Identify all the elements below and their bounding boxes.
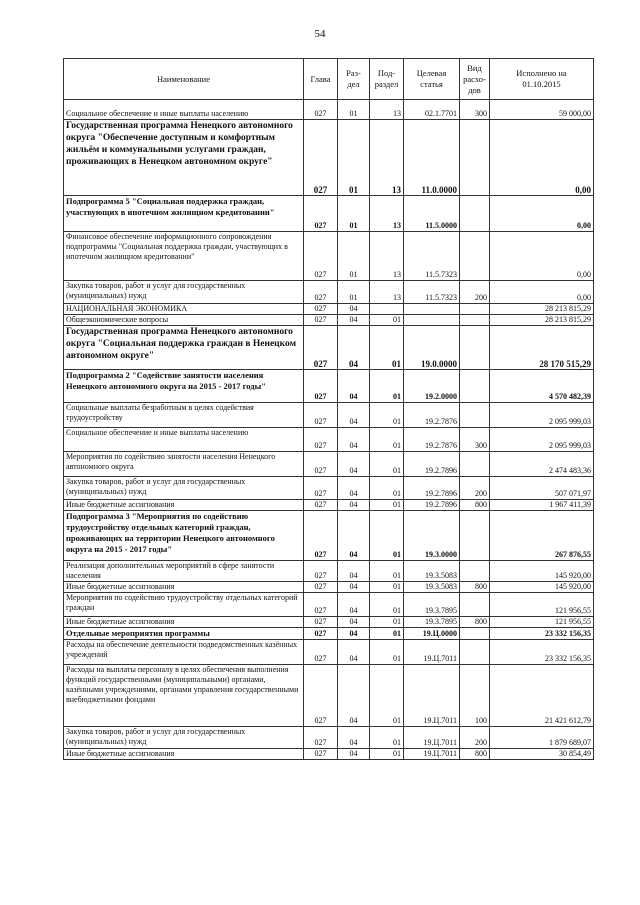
row-glava: 027 xyxy=(304,428,338,452)
row-amount: 1 967 411,39 xyxy=(490,500,594,511)
row-name: Иные бюджетные ассигнования xyxy=(64,617,304,628)
row-name: Иные бюджетные ассигнования xyxy=(64,582,304,593)
row-glava: 027 xyxy=(304,477,338,500)
row-podrazdel: 01 xyxy=(370,749,404,760)
row-razdel: 01 xyxy=(338,120,370,196)
row-amount: 0,00 xyxy=(490,120,594,196)
row-amount: 21 421 612,79 xyxy=(490,665,594,727)
row-glava: 027 xyxy=(304,727,338,749)
row-vid xyxy=(460,403,490,428)
header-ispolneno: Исполнено на 01.10.2015 xyxy=(490,59,594,100)
row-glava: 027 xyxy=(304,617,338,628)
row-glava: 027 xyxy=(304,500,338,511)
row-name: Закупка товаров, работ и услуг для государственных (муниципальных) нужд xyxy=(64,477,304,500)
header-statya: Целевая статья xyxy=(404,59,460,100)
row-razdel: 04 xyxy=(338,428,370,452)
row-amount: 145 920,00 xyxy=(490,561,594,582)
row-amount: 1 879 689,07 xyxy=(490,727,594,749)
row-amount: 4 570 482,39 xyxy=(490,370,594,403)
row-podrazdel: 01 xyxy=(370,593,404,617)
row-razdel: 04 xyxy=(338,593,370,617)
row-podrazdel: 01 xyxy=(370,665,404,727)
row-statya: 19.2.7896 xyxy=(404,452,460,477)
row-vid xyxy=(460,315,490,326)
row-vid: 300 xyxy=(460,428,490,452)
table-row xyxy=(64,593,594,617)
row-name: Социальные выплаты безработным в целях содействия трудоустройству xyxy=(64,403,304,428)
row-amount: 2 095 999,03 xyxy=(490,428,594,452)
row-name: Расходы на выплаты персоналу в целях обеспечения выполнения функций государственными (муниципальными) органами, казёнными учреждениями, органами управления государственными внебюджетными фондами xyxy=(64,665,304,727)
row-statya: 19.Ц.7011 xyxy=(404,640,460,665)
row-razdel: 04 xyxy=(338,477,370,500)
table-row xyxy=(64,120,594,196)
row-podrazdel: 01 xyxy=(370,511,404,561)
row-glava: 027 xyxy=(304,232,338,281)
row-name: Социальное обеспечение и иные выплаты населению xyxy=(64,428,304,452)
row-vid xyxy=(460,628,490,640)
row-name: Подпрограмма 3 "Мероприятия по содействию трудоустройству отдельных категорий граждан, проживающих на территории Ненецкого автономного округа на 2015 - 2017 годы" xyxy=(64,511,304,561)
row-razdel: 04 xyxy=(338,500,370,511)
row-statya: 19.Ц.7011 xyxy=(404,727,460,749)
table-row xyxy=(64,326,594,370)
header-glava: Глава xyxy=(304,59,338,100)
row-vid: 300 xyxy=(460,100,490,120)
row-podrazdel: 13 xyxy=(370,120,404,196)
row-name: Государственная программа Ненецкого автономного округа "Обеспечение доступным и комфортным жильём и коммунальными услугами граждан, проживающих в Ненецком автономном округе" xyxy=(64,120,304,196)
row-name: Реализация дополнительных мероприятий в сфере занятости населения xyxy=(64,561,304,582)
table-header-row xyxy=(64,59,594,100)
row-podrazdel: 01 xyxy=(370,315,404,326)
row-amount: 2 095 999,03 xyxy=(490,403,594,428)
row-statya: 19.2.7876 xyxy=(404,403,460,428)
row-statya: 19.3.7895 xyxy=(404,593,460,617)
row-razdel: 04 xyxy=(338,370,370,403)
row-glava: 027 xyxy=(304,561,338,582)
row-glava: 027 xyxy=(304,120,338,196)
row-amount: 121 956,55 xyxy=(490,593,594,617)
row-glava: 027 xyxy=(304,370,338,403)
row-vid xyxy=(460,561,490,582)
row-razdel: 01 xyxy=(338,196,370,232)
table-row xyxy=(64,727,594,749)
row-razdel: 01 xyxy=(338,232,370,281)
row-statya: 19.2.7896 xyxy=(404,477,460,500)
row-razdel: 04 xyxy=(338,582,370,593)
row-name: Закупка товаров, работ и услуг для государственных (муниципальных) нужд xyxy=(64,727,304,749)
row-podrazdel: 01 xyxy=(370,640,404,665)
row-razdel: 04 xyxy=(338,315,370,326)
row-statya: 19.2.0000 xyxy=(404,370,460,403)
row-vid: 200 xyxy=(460,727,490,749)
table-row xyxy=(64,665,594,727)
row-glava: 027 xyxy=(304,640,338,665)
row-name: Расходы на обеспечение деятельности подведомственных казённых учреждений xyxy=(64,640,304,665)
table-row xyxy=(64,477,594,500)
row-name: Общеэкономические вопросы xyxy=(64,315,304,326)
table-row xyxy=(64,100,594,120)
row-glava: 027 xyxy=(304,593,338,617)
table-row xyxy=(64,640,594,665)
row-vid xyxy=(460,232,490,281)
row-podrazdel: 13 xyxy=(370,281,404,304)
row-vid xyxy=(460,452,490,477)
row-name: НАЦИОНАЛЬНАЯ ЭКОНОМИКА xyxy=(64,304,304,315)
row-vid xyxy=(460,304,490,315)
table-row xyxy=(64,617,594,628)
row-name: Мероприятия по содействию трудоустройству отдельных категорий граждан xyxy=(64,593,304,617)
row-razdel: 04 xyxy=(338,749,370,760)
row-vid xyxy=(460,511,490,561)
row-razdel: 04 xyxy=(338,628,370,640)
row-podrazdel: 01 xyxy=(370,428,404,452)
row-amount: 59 000,00 xyxy=(490,100,594,120)
row-razdel: 04 xyxy=(338,511,370,561)
row-statya: 11.5.7323 xyxy=(404,281,460,304)
table-row xyxy=(64,315,594,326)
table-row xyxy=(64,582,594,593)
row-name: Социальное обеспечение и иные выплаты населению xyxy=(64,100,304,120)
row-name: Подпрограмма 2 "Содействие занятости населения Ненецкого автономного округа на 2015 - 2017 годы" xyxy=(64,370,304,403)
table-row xyxy=(64,304,594,315)
table-row xyxy=(64,232,594,281)
row-glava: 027 xyxy=(304,628,338,640)
page-number: 54 xyxy=(314,28,326,40)
table-row xyxy=(64,370,594,403)
row-podrazdel: 01 xyxy=(370,370,404,403)
table-row xyxy=(64,500,594,511)
row-razdel: 04 xyxy=(338,640,370,665)
row-name: Отдельные мероприятия программы xyxy=(64,628,304,640)
row-vid: 100 xyxy=(460,665,490,727)
row-vid xyxy=(460,120,490,196)
row-podrazdel: 01 xyxy=(370,617,404,628)
table-row xyxy=(64,749,594,760)
row-amount: 0,00 xyxy=(490,232,594,281)
row-name: Мероприятия по содействию занятости населения Ненецкого автономного округа xyxy=(64,452,304,477)
row-razdel: 04 xyxy=(338,561,370,582)
row-statya: 19.2.7896 xyxy=(404,500,460,511)
row-vid: 800 xyxy=(460,500,490,511)
row-razdel: 04 xyxy=(338,617,370,628)
row-vid: 800 xyxy=(460,617,490,628)
row-statya: 19.0.0000 xyxy=(404,326,460,370)
row-amount: 145 920,00 xyxy=(490,582,594,593)
row-amount: 30 854,49 xyxy=(490,749,594,760)
table-row xyxy=(64,196,594,232)
row-razdel: 04 xyxy=(338,403,370,428)
header-razdel: Раз- дел xyxy=(338,59,370,100)
row-podrazdel: 01 xyxy=(370,582,404,593)
row-amount: 28 213 815,29 xyxy=(490,315,594,326)
header-podrazdel: Под- раздел xyxy=(370,59,404,100)
row-vid: 800 xyxy=(460,749,490,760)
row-podrazdel: 01 xyxy=(370,477,404,500)
row-name: Закупка товаров, работ и услуг для государственных (муниципальных) нужд xyxy=(64,281,304,304)
table-row xyxy=(64,281,594,304)
row-vid xyxy=(460,196,490,232)
row-razdel: 04 xyxy=(338,326,370,370)
row-podrazdel: 01 xyxy=(370,403,404,428)
row-statya: 19.Ц.7011 xyxy=(404,665,460,727)
header-vid: Вид расхо- дов xyxy=(460,59,490,100)
row-name: Иные бюджетные ассигнования xyxy=(64,749,304,760)
row-podrazdel: 01 xyxy=(370,452,404,477)
row-amount: 0,00 xyxy=(490,196,594,232)
row-glava: 027 xyxy=(304,452,338,477)
row-statya: 19.Ц.7011 xyxy=(404,749,460,760)
table-row xyxy=(64,628,594,640)
row-statya xyxy=(404,315,460,326)
row-vid xyxy=(460,640,490,665)
row-statya: 19.3.0000 xyxy=(404,511,460,561)
row-amount: 28 170 515,29 xyxy=(490,326,594,370)
row-glava: 027 xyxy=(304,403,338,428)
row-statya: 19.3.7895 xyxy=(404,617,460,628)
row-statya: 19.2.7876 xyxy=(404,428,460,452)
row-razdel: 04 xyxy=(338,727,370,749)
row-podrazdel: 01 xyxy=(370,326,404,370)
row-glava: 027 xyxy=(304,749,338,760)
row-statya: 11.5.0000 xyxy=(404,196,460,232)
row-amount: 507 071,97 xyxy=(490,477,594,500)
row-glava: 027 xyxy=(304,315,338,326)
row-amount: 28 213 815,29 xyxy=(490,304,594,315)
row-amount: 2 474 483,36 xyxy=(490,452,594,477)
row-name: Иные бюджетные ассигнования xyxy=(64,500,304,511)
table-row xyxy=(64,428,594,452)
row-podrazdel: 01 xyxy=(370,727,404,749)
row-name: Финансовое обеспечение информационного сопровождения подпрограммы "Социальная поддержка граждан, участвующих в ипотечном жилищном кредитовании" xyxy=(64,232,304,281)
row-glava: 027 xyxy=(304,582,338,593)
row-statya: 19.3.5083 xyxy=(404,582,460,593)
row-amount: 0,00 xyxy=(490,281,594,304)
row-statya: 19.Ц.0000 xyxy=(404,628,460,640)
row-podrazdel: 13 xyxy=(370,232,404,281)
budget-table xyxy=(63,58,594,760)
row-statya: 19.3.5083 xyxy=(404,561,460,582)
row-glava: 027 xyxy=(304,304,338,315)
row-statya: 02.1.7701 xyxy=(404,100,460,120)
row-podrazdel: 01 xyxy=(370,500,404,511)
row-glava: 027 xyxy=(304,196,338,232)
row-razdel: 01 xyxy=(338,100,370,120)
row-razdel: 04 xyxy=(338,304,370,315)
row-amount: 23 332 156,35 xyxy=(490,628,594,640)
header-name: Наименование xyxy=(64,59,304,100)
row-name: Государственная программа Ненецкого автономного округа "Социальная поддержка граждан в Ненецком автономном округе" xyxy=(64,326,304,370)
row-amount: 23 332 156,35 xyxy=(490,640,594,665)
row-glava: 027 xyxy=(304,281,338,304)
row-vid xyxy=(460,326,490,370)
row-vid: 800 xyxy=(460,582,490,593)
table-row xyxy=(64,403,594,428)
table-row xyxy=(64,511,594,561)
table-row xyxy=(64,561,594,582)
row-glava: 027 xyxy=(304,326,338,370)
row-vid xyxy=(460,593,490,617)
row-glava: 027 xyxy=(304,511,338,561)
row-razdel: 04 xyxy=(338,452,370,477)
table-row xyxy=(64,452,594,477)
row-statya: 11.0.0000 xyxy=(404,120,460,196)
row-vid: 200 xyxy=(460,281,490,304)
row-name: Подпрограмма 5 "Социальная поддержка граждан, участвующих в ипотечном жилищном кредитовании" xyxy=(64,196,304,232)
row-amount: 267 876,55 xyxy=(490,511,594,561)
row-podrazdel: 13 xyxy=(370,100,404,120)
row-podrazdel: 13 xyxy=(370,196,404,232)
row-statya xyxy=(404,304,460,315)
row-podrazdel xyxy=(370,304,404,315)
row-amount: 121 956,55 xyxy=(490,617,594,628)
row-statya: 11.5.7323 xyxy=(404,232,460,281)
row-glava: 027 xyxy=(304,665,338,727)
row-vid xyxy=(460,370,490,403)
row-podrazdel: 01 xyxy=(370,628,404,640)
row-vid: 200 xyxy=(460,477,490,500)
row-razdel: 01 xyxy=(338,281,370,304)
row-podrazdel: 01 xyxy=(370,561,404,582)
row-glava: 027 xyxy=(304,100,338,120)
row-razdel: 04 xyxy=(338,665,370,727)
